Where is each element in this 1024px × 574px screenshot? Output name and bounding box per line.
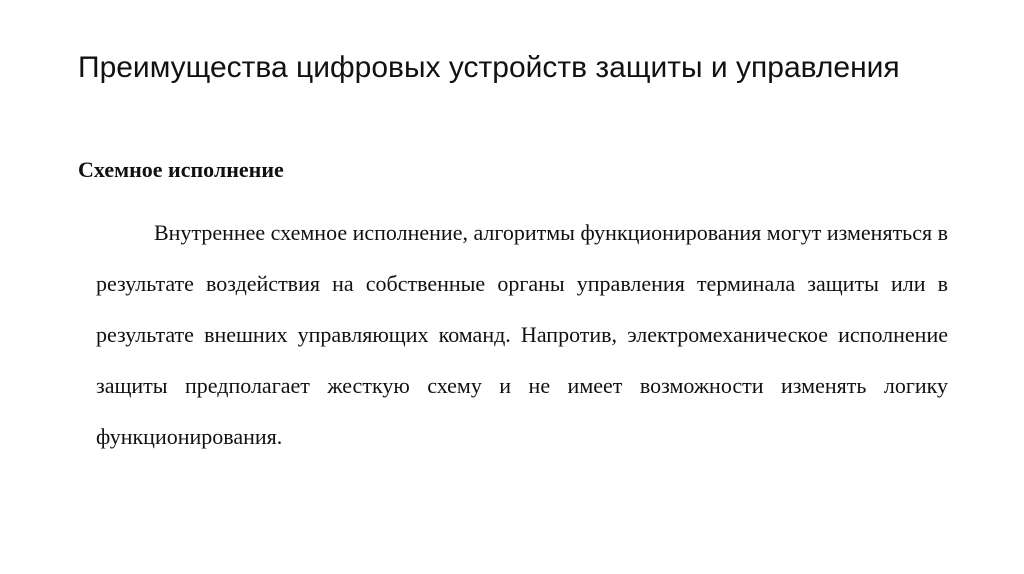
body-paragraph: Внутреннее схемное исполнение, алгоритмы функционирования могут изменяться в результате воздействия на собственные органы управления терминала защиты или в результате внешних управляющих команд. Напротив, электромеханическое исполнение защиты предполагает жесткую схему и не имеет возможности изменять логику функционирования. xyxy=(96,220,948,449)
slide-title: Преимущества цифровых устройств защиты и управления xyxy=(78,51,900,84)
section-heading: Схемное исполнение xyxy=(78,157,284,182)
